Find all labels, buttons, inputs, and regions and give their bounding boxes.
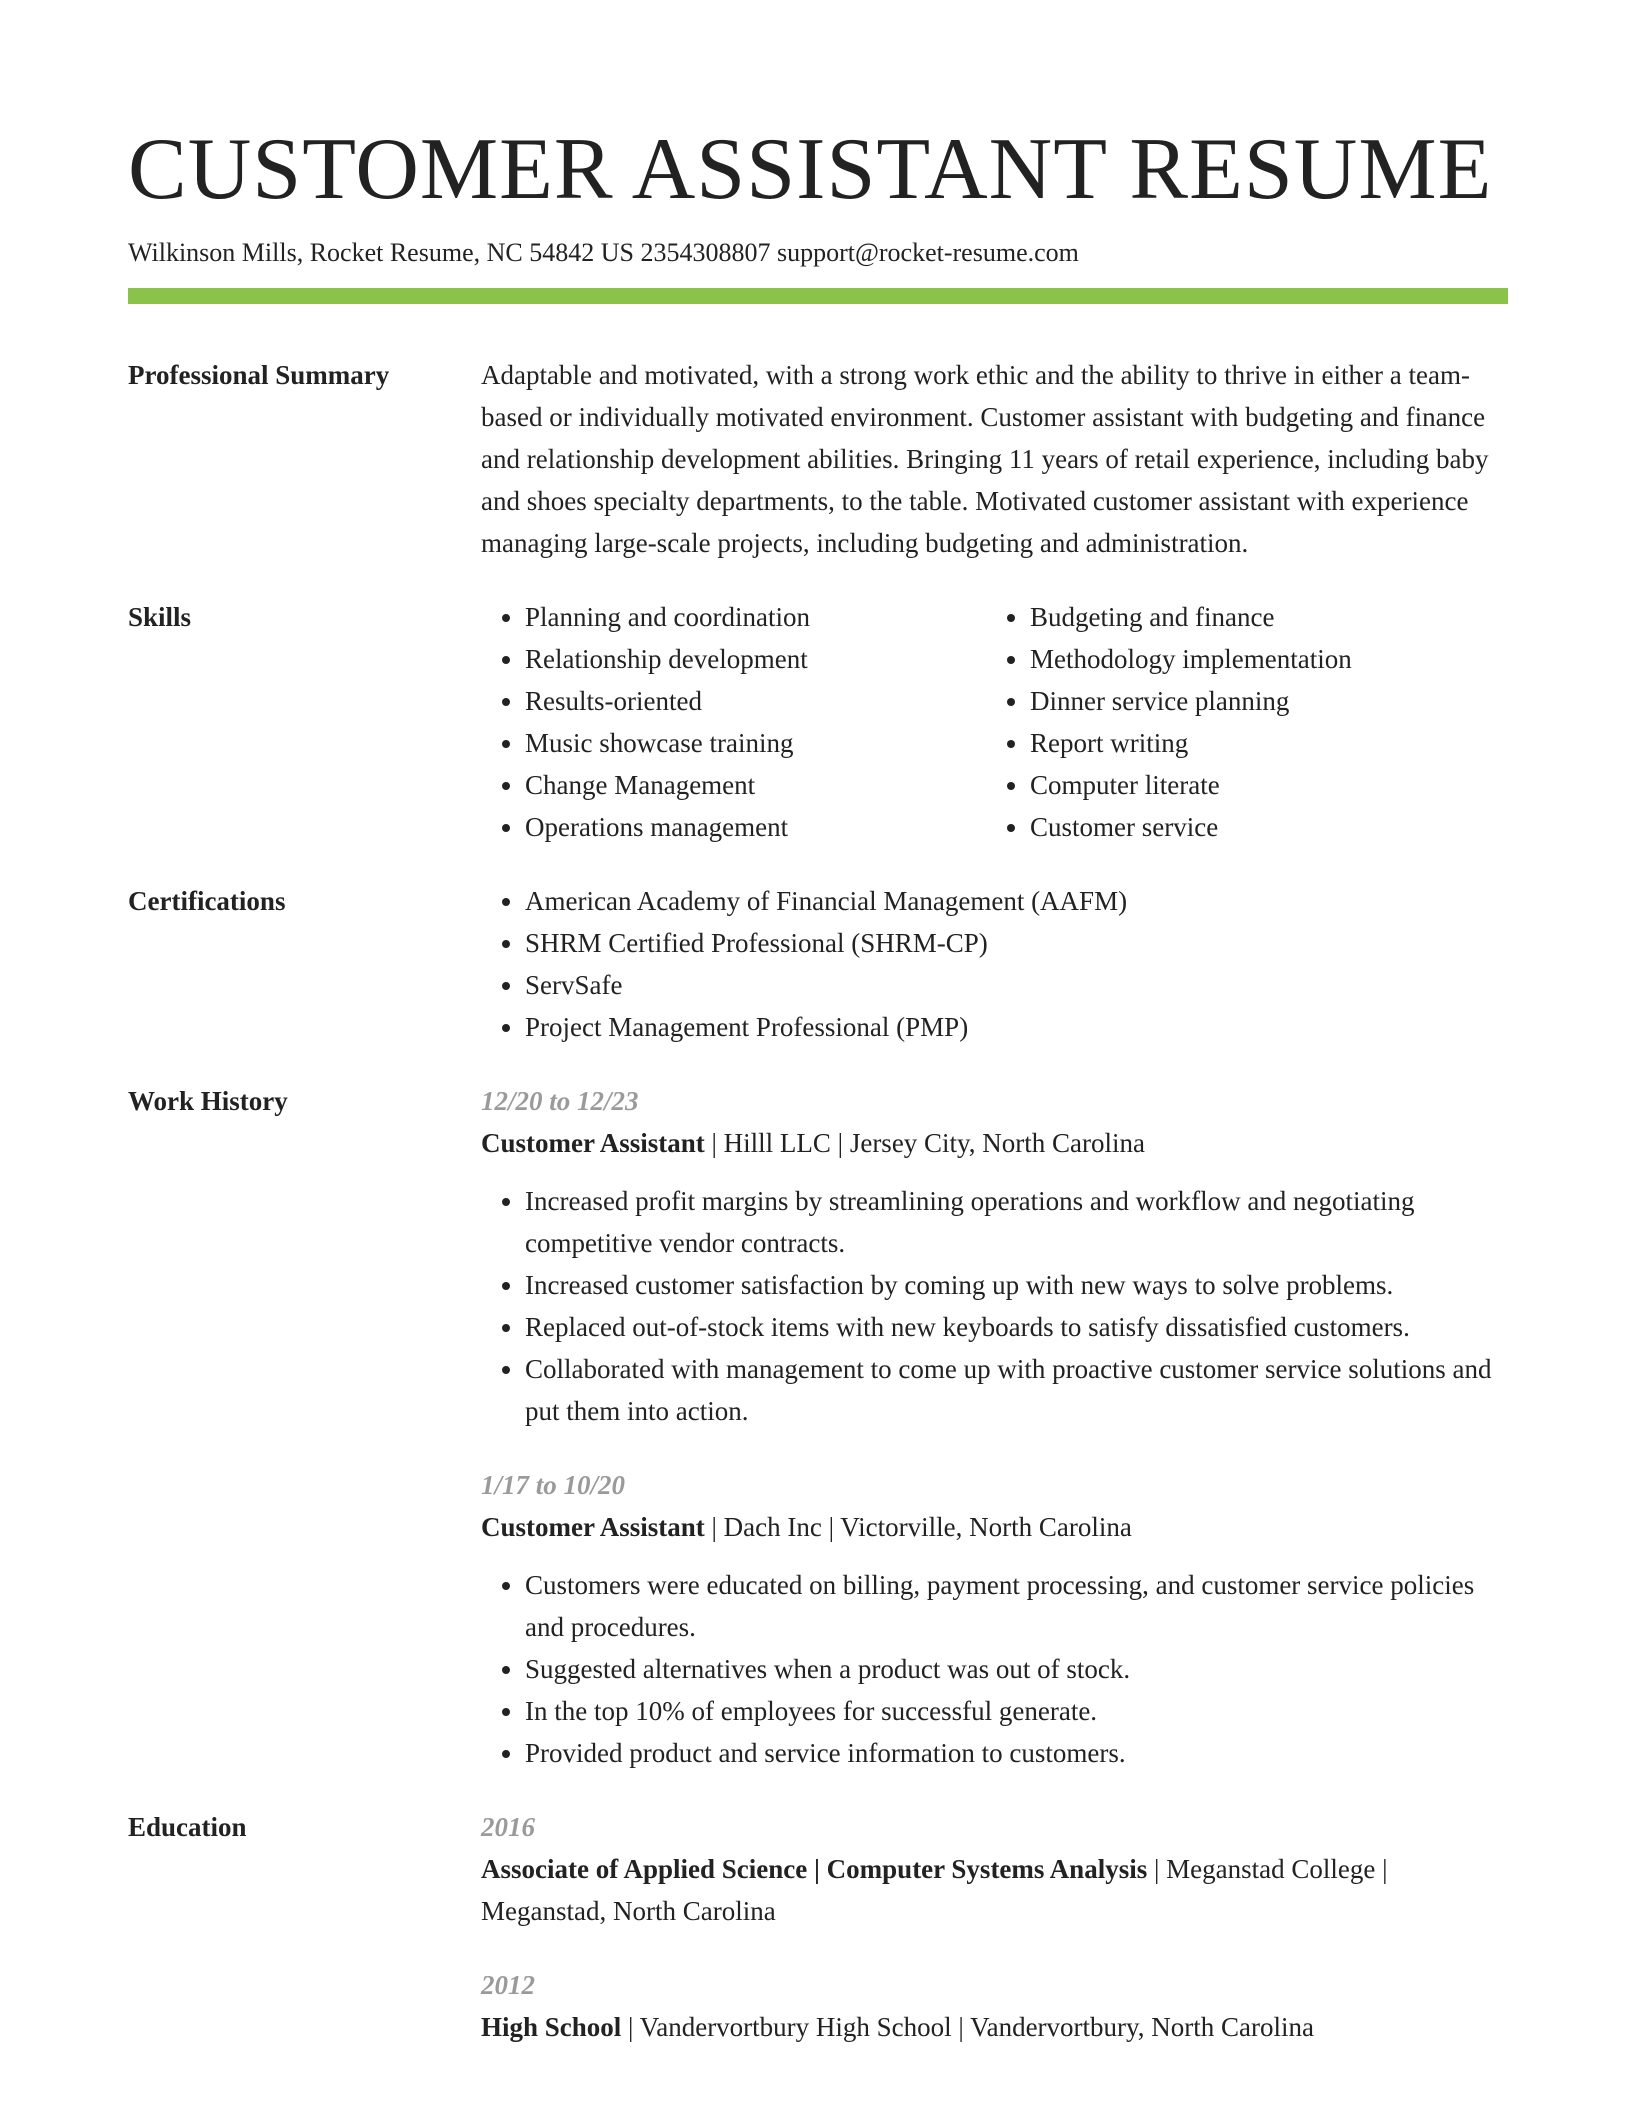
accent-divider <box>128 288 1508 304</box>
skill-item: • Planning and coordination <box>525 596 986 638</box>
skill-item: • Music showcase training <box>525 722 986 764</box>
skill-item: • Dinner service planning <box>1030 680 1491 722</box>
skills-grid <box>481 596 1508 848</box>
section-label: Certifications <box>128 886 286 916</box>
certification-item: • ServSafe <box>525 964 1508 1006</box>
skills-column-1 <box>481 596 986 848</box>
job-bullet: • Collaborated with management to come up with proactive customer service solutions and put them into action. <box>525 1348 1508 1432</box>
job-details: | Hilll LLC | Jersey City, North Carolina <box>704 1128 1146 1158</box>
certification-item: • American Academy of Financial Management (AAFM) <box>525 880 1508 922</box>
job-bullet: • Increased profit margins by streamlining operations and workflow and negotiating competitive vendor contracts. <box>525 1180 1508 1264</box>
education-details: | Meganstad College | Meganstad, North Carolina <box>481 1854 1388 1926</box>
job-dates: 12/20 to 12/23 <box>481 1086 639 1116</box>
skills-list <box>481 596 986 848</box>
job-title: Customer Assistant <box>481 1128 705 1158</box>
section-label: Education <box>128 1812 247 1842</box>
certifications-list <box>481 880 1508 1048</box>
job-entry <box>481 1464 1508 1774</box>
education-entry <box>481 1964 1508 2048</box>
education-heading <box>481 2006 1508 2048</box>
certification-item: • SHRM Certified Professional (SHRM-CP) <box>525 922 1508 964</box>
work-history-section <box>128 1080 1508 1774</box>
education-details: | Vandervortbury High School | Vandervortbury, North Carolina <box>621 2012 1314 2042</box>
skills-list <box>986 596 1491 848</box>
skill-item: • Relationship development <box>525 638 986 680</box>
skill-item: • Operations management <box>525 806 986 848</box>
job-bullets <box>481 1564 1508 1774</box>
job-entry <box>481 1080 1508 1432</box>
contact-line: Wilkinson Mills, Rocket Resume, NC 54842 US 2354308807 support@rocket-resume.com <box>128 238 1079 267</box>
job-title: Customer Assistant <box>481 1512 705 1542</box>
education-year: 2016 <box>481 1812 535 1842</box>
education-section <box>128 1806 1508 2048</box>
skill-item: • Customer service <box>1030 806 1491 848</box>
job-bullet: • Customers were educated on billing, payment processing, and customer service policies and procedures. <box>525 1564 1508 1648</box>
professional-summary-section <box>128 354 1508 564</box>
resume-title: CUSTOMER ASSISTANT RESUME <box>128 121 1493 218</box>
skill-item: • Methodology implementation <box>1030 638 1491 680</box>
job-bullet: • Increased customer satisfaction by coming up with new ways to solve problems. <box>525 1264 1508 1306</box>
job-bullet: • In the top 10% of employees for successful generate. <box>525 1690 1508 1732</box>
job-bullets <box>481 1180 1508 1432</box>
education-year: 2012 <box>481 1970 535 2000</box>
skill-item: • Computer literate <box>1030 764 1491 806</box>
certification-item: • Project Management Professional (PMP) <box>525 1006 1508 1048</box>
job-heading <box>481 1122 1508 1164</box>
skill-item: • Change Management <box>525 764 986 806</box>
skill-item: • Results-oriented <box>525 680 986 722</box>
job-bullet: • Provided product and service information to customers. <box>525 1732 1508 1774</box>
resume-page <box>128 120 1508 2048</box>
degree-name: Associate of Applied Science | Computer Systems Analysis <box>481 1854 1148 1884</box>
certifications-section <box>128 880 1508 1048</box>
skill-item: • Report writing <box>1030 722 1491 764</box>
section-label: Work History <box>128 1086 288 1116</box>
job-bullet: • Suggested alternatives when a product was out of stock. <box>525 1648 1508 1690</box>
section-label: Skills <box>128 602 192 632</box>
skills-column-2 <box>986 596 1491 848</box>
skills-section <box>128 596 1508 848</box>
summary-text: Adaptable and motivated, with a strong work ethic and the ability to thrive in either a team-based or individually motivated environment. Customer assistant with budgeting and finance and relationship development abilities. Bringing 11 years of retail experience, including baby and shoes specialty departments, to the table. Motivated customer assistant with experience managing large-scale projects, including budgeting and administration. <box>481 360 1489 558</box>
skill-item: • Budgeting and finance <box>1030 596 1491 638</box>
degree-name: High School <box>481 2012 622 2042</box>
education-heading <box>481 1848 1508 1932</box>
section-label: Professional Summary <box>128 360 390 390</box>
job-heading <box>481 1506 1508 1548</box>
education-entry <box>481 1806 1508 1932</box>
job-bullet: • Replaced out-of-stock items with new keyboards to satisfy dissatisfied customers. <box>525 1306 1508 1348</box>
job-details: | Dach Inc | Victorville, North Carolina <box>704 1512 1132 1542</box>
job-dates: 1/17 to 10/20 <box>481 1470 626 1500</box>
